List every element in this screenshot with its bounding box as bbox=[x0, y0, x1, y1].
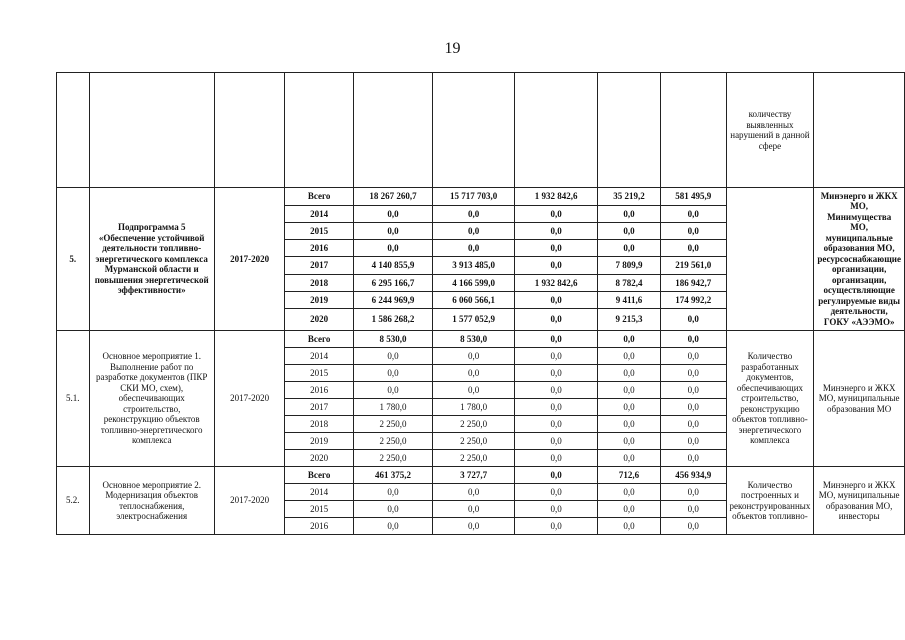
year-cell: 2019 bbox=[285, 292, 354, 309]
value-cell: 0,0 bbox=[353, 206, 432, 223]
value-cell: 0,0 bbox=[515, 309, 598, 331]
value-cell: 2 250,0 bbox=[353, 450, 432, 467]
value-cell: 186 942,7 bbox=[660, 275, 726, 292]
value-cell: 6 060 566,1 bbox=[433, 292, 515, 309]
value-cell: 219 561,0 bbox=[660, 257, 726, 275]
value-cell: 712,6 bbox=[598, 467, 661, 484]
value-cell: 2 250,0 bbox=[433, 450, 515, 467]
value-cell: 2 250,0 bbox=[353, 416, 432, 433]
value-cell: 3 727,7 bbox=[433, 467, 515, 484]
value-cell: 0,0 bbox=[660, 348, 726, 365]
value-cell: 4 166 599,0 bbox=[433, 275, 515, 292]
value-cell: 0,0 bbox=[598, 399, 661, 416]
year-cell: 2014 bbox=[285, 484, 354, 501]
value-cell: 8 530,0 bbox=[353, 331, 432, 348]
value-cell: 8 782,4 bbox=[598, 275, 661, 292]
value-cell: 6 295 166,7 bbox=[353, 275, 432, 292]
continuation-row bbox=[57, 73, 905, 188]
value-cell: 2 250,0 bbox=[433, 416, 515, 433]
value-cell: 456 934,9 bbox=[660, 467, 726, 484]
empty-cell bbox=[433, 73, 515, 188]
value-cell: 0,0 bbox=[598, 450, 661, 467]
year-cell: 2016 bbox=[285, 382, 354, 399]
year-cell: 2016 bbox=[285, 518, 354, 535]
value-cell: 0,0 bbox=[598, 240, 661, 257]
value-cell: 9 411,6 bbox=[598, 292, 661, 309]
value-cell: 0,0 bbox=[660, 518, 726, 535]
value-cell: 1 932 842,6 bbox=[515, 275, 598, 292]
value-cell: 0,0 bbox=[433, 484, 515, 501]
value-cell: 0,0 bbox=[515, 433, 598, 450]
value-cell: 461 375,2 bbox=[353, 467, 432, 484]
value-cell: 0,0 bbox=[660, 484, 726, 501]
value-cell: 0,0 bbox=[515, 399, 598, 416]
value-cell: 2 250,0 bbox=[433, 433, 515, 450]
value-cell: 3 913 485,0 bbox=[433, 257, 515, 275]
value-cell: 1 932 842,6 bbox=[515, 188, 598, 206]
value-cell: 0,0 bbox=[515, 467, 598, 484]
value-cell: 0,0 bbox=[433, 382, 515, 399]
year-cell: 2018 bbox=[285, 416, 354, 433]
indicator-cell bbox=[726, 188, 814, 331]
value-cell: 0,0 bbox=[660, 450, 726, 467]
value-cell: 0,0 bbox=[515, 331, 598, 348]
row-number: 5.1. bbox=[57, 331, 90, 467]
year-cell: 2015 bbox=[285, 223, 354, 240]
responsible-cell: Минэнерго и ЖКХ МО, Минимущества МО, муниципальные образования МО, ресурсоснабжающие организации, организации, осуществляющие регулируемые виды деятельности, ГОКУ «АЭЭМО» bbox=[814, 188, 905, 331]
empty-cell bbox=[814, 73, 905, 188]
year-cell: 2018 bbox=[285, 275, 354, 292]
value-cell: 581 495,9 bbox=[660, 188, 726, 206]
value-cell: 0,0 bbox=[515, 382, 598, 399]
row-number: 5.2. bbox=[57, 467, 90, 535]
value-cell: 0,0 bbox=[660, 365, 726, 382]
empty-cell bbox=[353, 73, 432, 188]
year-cell: Всего bbox=[285, 188, 354, 206]
value-cell: 0,0 bbox=[353, 518, 432, 535]
year-cell: Всего bbox=[285, 467, 354, 484]
value-cell: 1 780,0 bbox=[353, 399, 432, 416]
value-cell: 0,0 bbox=[515, 365, 598, 382]
empty-cell bbox=[285, 73, 354, 188]
empty-cell bbox=[89, 73, 214, 188]
value-cell: 0,0 bbox=[660, 382, 726, 399]
value-cell: 0,0 bbox=[433, 365, 515, 382]
value-cell: 0,0 bbox=[433, 206, 515, 223]
value-cell: 0,0 bbox=[515, 292, 598, 309]
value-cell: 0,0 bbox=[598, 206, 661, 223]
value-cell: 0,0 bbox=[515, 206, 598, 223]
value-cell: 0,0 bbox=[598, 484, 661, 501]
value-cell: 0,0 bbox=[660, 399, 726, 416]
year-cell: 2019 bbox=[285, 433, 354, 450]
page-number: 19 bbox=[444, 40, 461, 57]
year-cell: Всего bbox=[285, 331, 354, 348]
year-cell: 2017 bbox=[285, 257, 354, 275]
responsible-cell: Минэнерго и ЖКХ МО, муниципальные образования МО bbox=[814, 331, 905, 467]
measure-name: Подпрограмма 5 «Обеспечение устойчивой деятельности топливно-энергетического комплекса Мурманской области и повышения энергетической эффективности» bbox=[89, 188, 214, 331]
value-cell: 0,0 bbox=[433, 518, 515, 535]
empty-cell bbox=[598, 73, 661, 188]
value-cell: 0,0 bbox=[433, 240, 515, 257]
year-cell: 2016 bbox=[285, 240, 354, 257]
empty-cell bbox=[660, 73, 726, 188]
value-cell: 0,0 bbox=[433, 223, 515, 240]
value-cell: 0,0 bbox=[598, 416, 661, 433]
year-cell: 2017 bbox=[285, 399, 354, 416]
value-cell: 0,0 bbox=[353, 240, 432, 257]
value-cell: 0,0 bbox=[353, 223, 432, 240]
value-cell: 18 267 260,7 bbox=[353, 188, 432, 206]
value-cell: 0,0 bbox=[598, 365, 661, 382]
value-cell: 0,0 bbox=[515, 518, 598, 535]
value-cell: 7 809,9 bbox=[598, 257, 661, 275]
year-cell: 2020 bbox=[285, 309, 354, 331]
value-cell: 0,0 bbox=[598, 223, 661, 240]
value-cell: 0,0 bbox=[515, 416, 598, 433]
empty-cell bbox=[214, 73, 284, 188]
value-cell: 0,0 bbox=[598, 501, 661, 518]
value-cell: 0,0 bbox=[598, 518, 661, 535]
value-cell: 8 530,0 bbox=[433, 331, 515, 348]
value-cell: 0,0 bbox=[660, 433, 726, 450]
year-cell: 2020 bbox=[285, 450, 354, 467]
value-cell: 0,0 bbox=[598, 382, 661, 399]
value-cell: 0,0 bbox=[515, 450, 598, 467]
value-cell: 1 780,0 bbox=[433, 399, 515, 416]
measure-name: Основное мероприятие 2. Модернизация объектов теплоснабжения, электроснабжения bbox=[89, 467, 214, 535]
value-cell: 0,0 bbox=[515, 501, 598, 518]
value-cell: 0,0 bbox=[353, 365, 432, 382]
value-cell: 0,0 bbox=[660, 206, 726, 223]
value-cell: 0,0 bbox=[660, 501, 726, 518]
value-cell: 4 140 855,9 bbox=[353, 257, 432, 275]
value-cell: 0,0 bbox=[515, 240, 598, 257]
value-cell: 1 586 268,2 bbox=[353, 309, 432, 331]
period: 2017-2020 bbox=[214, 188, 284, 331]
value-cell: 0,0 bbox=[515, 257, 598, 275]
empty-cell bbox=[57, 73, 90, 188]
period: 2017-2020 bbox=[214, 467, 284, 535]
year-cell: 2014 bbox=[285, 348, 354, 365]
value-cell: 0,0 bbox=[353, 382, 432, 399]
value-cell: 0,0 bbox=[660, 223, 726, 240]
value-cell: 0,0 bbox=[598, 331, 661, 348]
year-cell: 2015 bbox=[285, 365, 354, 382]
table-row bbox=[57, 331, 905, 348]
value-cell: 0,0 bbox=[353, 484, 432, 501]
value-cell: 2 250,0 bbox=[353, 433, 432, 450]
value-cell: 0,0 bbox=[660, 416, 726, 433]
value-cell: 0,0 bbox=[598, 348, 661, 365]
responsible-cell: Минэнерго и ЖКХ МО, муниципальные образования МО, инвесторы bbox=[814, 467, 905, 535]
value-cell: 0,0 bbox=[353, 348, 432, 365]
table-row bbox=[57, 467, 905, 484]
value-cell: 0,0 bbox=[660, 309, 726, 331]
empty-cell bbox=[515, 73, 598, 188]
indicator-cell: Количество разработанных документов, обеспечивающих строительство, реконструкцию объектов топливно-энергетического комплекса bbox=[726, 331, 814, 467]
value-cell: 15 717 703,0 bbox=[433, 188, 515, 206]
value-cell: 6 244 969,9 bbox=[353, 292, 432, 309]
value-cell: 9 215,3 bbox=[598, 309, 661, 331]
row-number: 5. bbox=[57, 188, 90, 331]
value-cell: 35 219,2 bbox=[598, 188, 661, 206]
value-cell: 0,0 bbox=[515, 223, 598, 240]
value-cell: 174 992,2 bbox=[660, 292, 726, 309]
value-cell: 1 577 052,9 bbox=[433, 309, 515, 331]
period: 2017-2020 bbox=[214, 331, 284, 467]
indicator-cell: Количество построенных и реконструированных объектов топливно- bbox=[726, 467, 814, 535]
year-cell: 2014 bbox=[285, 206, 354, 223]
value-cell: 0,0 bbox=[515, 484, 598, 501]
table-row bbox=[57, 188, 905, 206]
year-cell: 2015 bbox=[285, 501, 354, 518]
value-cell: 0,0 bbox=[353, 501, 432, 518]
budget-table bbox=[56, 72, 905, 535]
measure-name: Основное мероприятие 1. Выполнение работ по разработке документов (ПКР СКИ МО, схем), обеспечивающих строительство, реконструкцию объектов топливно-энергетического комплекса bbox=[89, 331, 214, 467]
value-cell: 0,0 bbox=[660, 240, 726, 257]
value-cell: 0,0 bbox=[660, 331, 726, 348]
value-cell: 0,0 bbox=[433, 348, 515, 365]
value-cell: 0,0 bbox=[433, 501, 515, 518]
value-cell: 0,0 bbox=[515, 348, 598, 365]
value-cell: 0,0 bbox=[598, 433, 661, 450]
indicator-cell: количеству выявленных нарушений в данной сфере bbox=[726, 73, 814, 188]
